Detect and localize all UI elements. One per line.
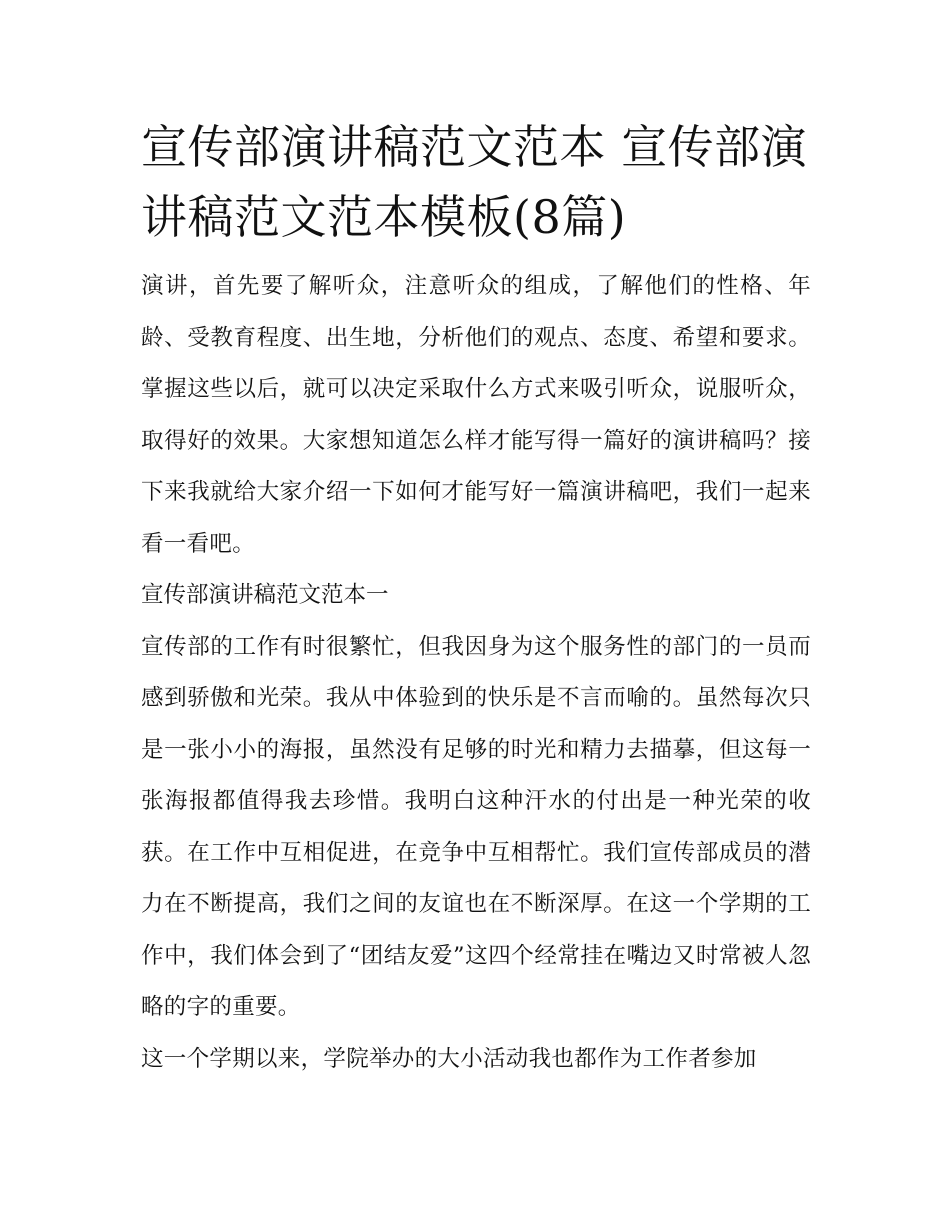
body-paragraph-2: 这一个学期以来，学院举办的大小活动我也都作为工作者参加	[141, 1045, 757, 1072]
body-paragraph-1: 宣传部的工作有时很繁忙，但我因身为这个服务性的部门的一员而感到骄傲和光荣。我从中体验到的快乐是不言而喻的。虽然每次只是一张小小的海报，虽然没有足够的时光和精力去描摹，但这每一张海报都值得我去珍惜。我明白这种汗水的付出是一种光荣的收获。在工作中互相促进，在竞争中互相帮忙。我们宣传部成员的潜力在不断提高，我们之间的友谊也在不断深厚。在这一个学期的工作中，我们体会到了“团结友爱”这四个经常挂在嘴边又时常被人忽略的字的重要。	[141, 633, 811, 1020]
document-title: 宣传部演讲稿范文范本 宣传部演讲稿范文范本模板(8篇)	[141, 120, 808, 244]
section-heading: 宣传部演讲稿范文范本一	[141, 582, 389, 608]
intro-paragraph: 演讲，首先要了解听众，注意听众的组成，了解他们的性格、年龄、受教育程度、出生地，分析他们的观点、态度、希望和要求。掌握这些以后，就可以决定采取什么方式来吸引听众，说服听众，取得好的效果。大家想知道怎么样才能写得一篇好的演讲稿吗？接下来我就给大家介绍一下如何才能写好一篇演讲稿吧，我们一起来看一看吧。	[141, 273, 811, 557]
document-body	[141, 112, 811, 1085]
